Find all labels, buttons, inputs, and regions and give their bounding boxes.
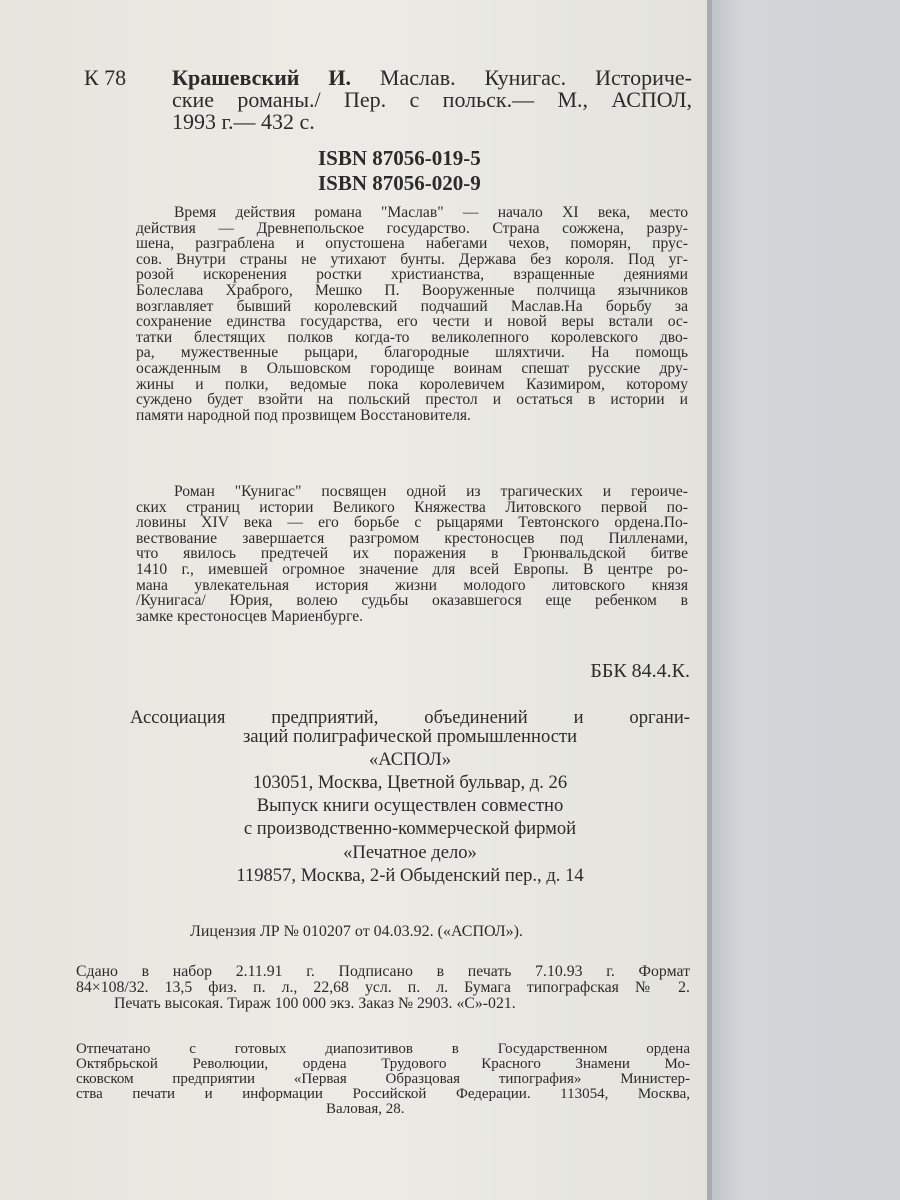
annotation-line: действия — Древнепольское государство. Страна сожжена, разру- [136, 219, 688, 237]
annotation-line: ловины XIV века — его борьбе с рыцарями Тевтонского ордена.По- [136, 514, 688, 532]
annotation-line: суждено будет взойти на польский престол и остаться в истории и [136, 391, 688, 409]
annotation-line: розой искоренения ростки христианства, взращенные деяниями [136, 266, 688, 284]
annotation-line: что явилось предтечей их поражения в Грюнвальдской битве [136, 545, 688, 563]
annotation-line: Болеслава Храброго, Мешко П. Вооруженные полчища язычников [136, 281, 688, 299]
annotation-line: вествование завершается разгромом крестоносцев под Пилленами, [136, 529, 688, 547]
title-line-3: 1993 г.— 432 с. [172, 109, 315, 134]
publisher-line: Выпуск книги осуществлен совместно [256, 795, 564, 817]
print-detail-line: Сдано в набор 2.11.91 г. Подписано в печать 7.10.93 г. Формат [76, 963, 690, 980]
printer-line: ства печати и информации Российской Федерации. 113054, Москва, [76, 1086, 690, 1102]
printer-line: Октябрьской Революции, ордена Трудового Красного Знамени Мо- [76, 1056, 690, 1072]
isbn-1: ISBN 87056-019-5 [318, 146, 481, 170]
annotation-line: памяти народной под прозвищем Восстановителя. [136, 406, 471, 424]
printer-line: Валовая, 28. [326, 1101, 405, 1117]
publisher-line: 103051, Москва, Цветной бульвар, д. 26 [252, 772, 568, 793]
annotation-line: татки блестящих полков когда-то великолепного королевского дво- [136, 328, 688, 346]
bbk-code: ББК 84.4.К. [590, 660, 690, 682]
publisher-line: 119857, Москва, 2-й Обыденский пер., д. 14 [236, 864, 584, 886]
publisher-block [130, 706, 690, 887]
catalog-code: К 78 [84, 65, 127, 90]
publisher-line: заций полиграфической промышленности [242, 725, 578, 747]
annotation-line: сов. Внутри страны не утихают бунты. Держава без короля. Под уг- [136, 250, 688, 268]
publisher-line: «АСПОЛ» [368, 748, 452, 770]
annotation-line: /Кунигаса/ Юрия, волею судьбы оказавшегося еще ребенком в [136, 592, 688, 610]
annotation-line: мана увлекательная история жизни молодого литовского князя [136, 576, 688, 594]
publisher-line: Ассоциация предприятий, объединений и органи- [130, 707, 690, 728]
annotation-line: осажденным в Ольшовском городище воинам спешат русские дру- [136, 359, 688, 377]
title-line-1: Маслав. Кунигас. Историче- [379, 65, 692, 90]
annotation-paragraph-2 [136, 482, 688, 626]
printer-info [76, 1040, 690, 1120]
annotation-line: ра, мужественные рыцари, благородные шляхтичи. На помощь [136, 344, 688, 362]
publisher-line: с производственно-коммерческой фирмой [243, 818, 577, 840]
annotation-line: жины и полки, ведомые пока королевичем Казимиром, которому [136, 375, 688, 393]
license-line: Лицензия ЛР № 010207 от 04.03.92. («АСПОЛ»). [190, 923, 523, 940]
author-name: Крашевский И. [172, 65, 351, 90]
annotation-line: Время действия романа "Маслав" — начало XI века, место [174, 204, 688, 221]
annotation-line: замке крестоносцев Мариенбурге. [136, 607, 364, 625]
title-line-2: ские романы./ Пер. с польск.— М., АСПОЛ, [172, 87, 692, 112]
annotation-line: сохранение единства государства, его чести и новой веры встали ос- [136, 313, 688, 331]
annotation-paragraph-1 [136, 203, 688, 425]
printer-line: сковском предприятии «Первая Образцовая типография» Министер- [76, 1071, 690, 1087]
catalog-entry [172, 64, 692, 136]
print-detail-line: 84×108/32. 13,5 физ. п. л., 22,68 усл. п. л. Бумага типографская № 2. [76, 978, 690, 996]
annotation-line: Роман "Кунигас" посвящен одной из трагических и героиче- [174, 483, 688, 500]
printer-line: Отпечатано с готовых диапозитивов в Государственном ордена [76, 1041, 690, 1057]
annotation-line: возглавляет бывший королевский подчаший Маслав.На борьбу за [136, 297, 688, 315]
publisher-line: «Печатное дело» [343, 841, 477, 863]
annotation-line: 1410 г., имевшей огромное значение для всей Европы. В центре ро- [136, 560, 688, 578]
annotation-line: шена, разграблена и опустошена набегами чехов, поморян, прус- [136, 235, 688, 253]
background-surface [712, 0, 900, 1200]
annotation-line: ских страниц истории Великого Княжества Литовского первой по- [136, 498, 688, 516]
print-details [76, 962, 690, 1013]
print-detail-line: Печать высокая. Тираж 100 000 экз. Заказ № 2903. «С»-021. [114, 994, 516, 1012]
isbn-2: ISBN 87056-020-9 [318, 171, 481, 195]
